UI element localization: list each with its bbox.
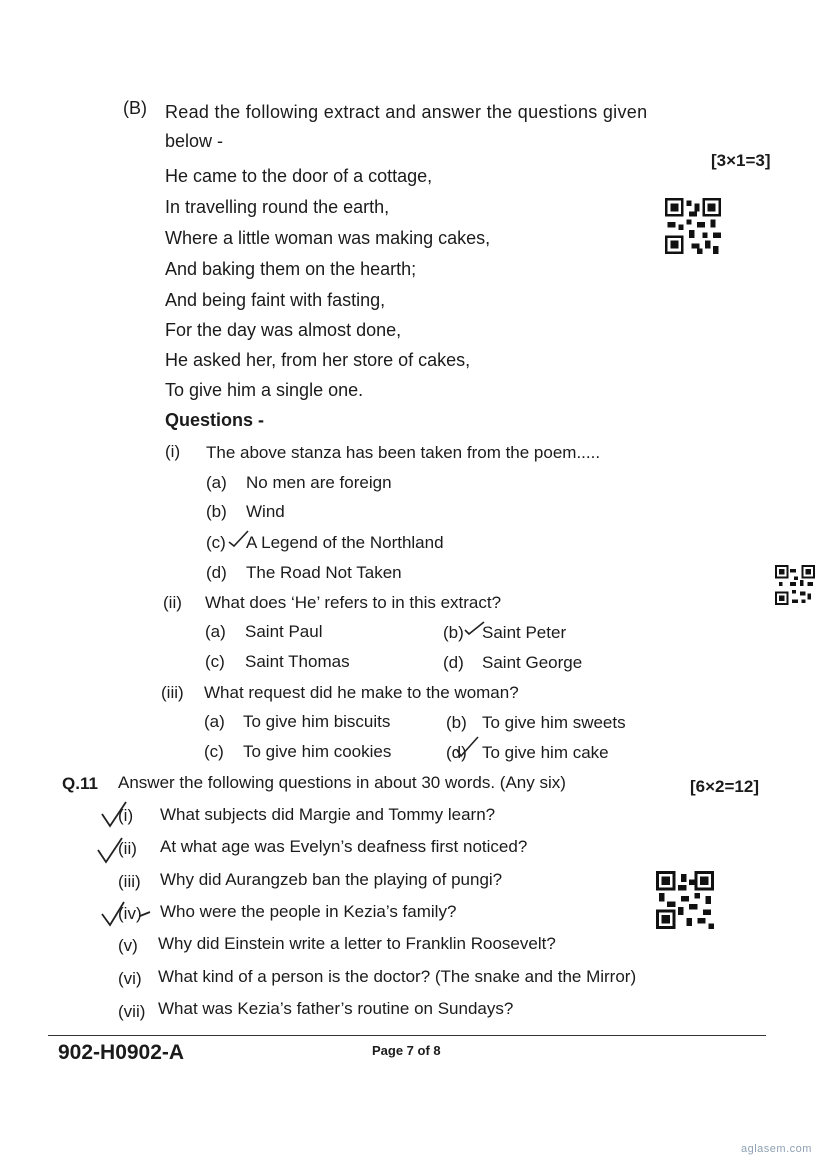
option-key: (d): [443, 653, 464, 672]
q11-item-number: (v): [118, 936, 138, 955]
checkmark-icon: [96, 836, 126, 864]
q11-item-number: (ii): [118, 839, 137, 858]
paper-code: 902-H0902-A: [58, 1041, 185, 1064]
option-text: Saint Paul: [245, 622, 323, 641]
q11-instruction: Answer the following questions in about 30 words. (Any six): [118, 773, 566, 792]
option-key: (d): [206, 563, 227, 582]
q11-item-text: What subjects did Margie and Tommy learn?: [160, 805, 496, 824]
q11-item-number: (vi): [118, 969, 142, 988]
q11-item-text: Why did Einstein write a letter to Franklin Roosevelt?: [158, 934, 556, 953]
question-number: (iii): [161, 683, 184, 702]
q11-item-text: What was Kezia’s father’s routine on Sundays?: [158, 999, 514, 1018]
q11-item-number: (iv): [118, 904, 142, 923]
qr-code-icon: [656, 871, 714, 929]
option-key: (b): [443, 623, 464, 642]
option-text: Saint George: [482, 653, 583, 672]
option-key: (a): [204, 712, 225, 731]
q11-item-text: What kind of a person is the doctor? (The snake and the Mirror): [158, 967, 637, 986]
question-number: (ii): [163, 593, 182, 612]
poem-line: And baking them on the hearth;: [165, 259, 417, 279]
option-text: The Road Not Taken: [246, 563, 402, 582]
option-key: (a): [205, 622, 226, 641]
qr-code-icon: [775, 565, 815, 605]
option-key: (b): [206, 502, 227, 521]
option-text: Saint Peter: [482, 623, 567, 642]
poem-line: In travelling round the earth,: [165, 197, 390, 217]
option-text: No men are foreign: [246, 473, 392, 492]
option-text: To give him biscuits: [243, 712, 391, 731]
option-text: Wind: [246, 502, 285, 521]
q11-item-text: Who were the people in Kezia’s family?: [160, 902, 457, 921]
q11-marks: [6×2=12]: [690, 777, 759, 796]
option-key: (a): [206, 473, 227, 492]
q11-item-text: At what age was Evelyn’s deafness first noticed?: [160, 837, 528, 856]
poem-line: For the day was almost done,: [165, 320, 402, 340]
option-key: (c): [206, 533, 226, 552]
poem-line: To give him a single one.: [165, 380, 364, 400]
checkmark-icon: [100, 800, 130, 828]
checkmark-icon: [100, 898, 152, 928]
option-key: (d): [446, 743, 467, 762]
footer-divider: [48, 1035, 766, 1036]
section-b-marks: [3×1=3]: [711, 151, 771, 170]
poem-line: And being faint with fasting,: [165, 290, 386, 310]
poem-line: He came to the door of a cottage,: [165, 166, 433, 186]
section-b-label: (B): [123, 98, 147, 118]
section-b-instruction-cont: below -: [165, 131, 224, 151]
poem-line: He asked her, from her store of cakes,: [165, 350, 471, 370]
option-text: To give him cake: [482, 743, 609, 762]
option-text: Saint Thomas: [245, 652, 350, 671]
option-key: (c): [205, 652, 225, 671]
question-text: What does ‘He’ refers to in this extract?: [205, 593, 502, 612]
question-text: What request did he make to the woman?: [204, 683, 519, 702]
option-text: A Legend of the Northland: [246, 533, 444, 552]
q11-label: Q.11: [62, 774, 98, 793]
option-text: To give him cookies: [243, 742, 392, 761]
poem-line: Where a little woman was making cakes,: [165, 228, 491, 248]
q11-item-text: Why did Aurangzeb ban the playing of pungi?: [160, 870, 503, 889]
option-key: (c): [204, 742, 224, 761]
option-text: To give him sweets: [482, 713, 626, 732]
q11-item-number: (i): [118, 806, 134, 825]
qr-code-icon: [665, 198, 721, 254]
question-text: The above stanza has been taken from the poem.....: [206, 443, 601, 462]
questions-heading: Questions -: [165, 410, 265, 430]
q11-item-number: (iii): [118, 872, 141, 891]
section-b-instruction: Read the following extract and answer the questions given: [165, 102, 648, 122]
checkmark-icon: [464, 620, 486, 636]
option-key: (b): [446, 713, 467, 732]
question-number: (i): [165, 442, 181, 461]
q11-item-number: (vii): [118, 1002, 146, 1021]
checkmark-icon: [456, 736, 480, 758]
page-number: Page 7 of 8: [372, 1043, 441, 1058]
watermark: aglasem.com: [741, 1143, 812, 1155]
checkmark-icon: [228, 530, 250, 548]
